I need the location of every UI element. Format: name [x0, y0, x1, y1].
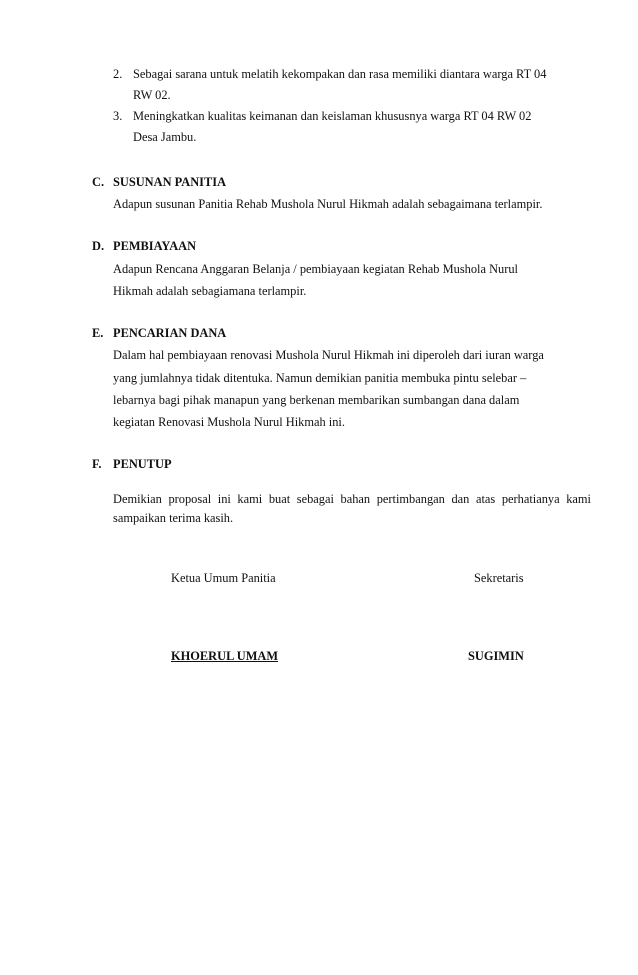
section-body-line: yang jumlahnya tidak ditentuka. Namun demikian panitia membuka pintu selebar – — [113, 371, 527, 385]
section-body-line: sampaikan terima kasih. — [113, 511, 234, 525]
section-letter: D. — [92, 239, 105, 253]
section-title: SUSUNAN PANITIA — [113, 175, 227, 189]
section-body-line: Hikmah adalah sebagiamana terlampir. — [113, 284, 307, 298]
objective-number: 2. — [113, 67, 123, 81]
section-body-line: Adapun Rencana Anggaran Belanja / pembiayaan kegiatan Rehab Mushola Nurul — [113, 262, 518, 276]
objective-line: Sebagai sarana untuk melatih kekompakan dan rasa memiliki diantara warga RT 04 — [133, 67, 547, 81]
signature-name-right: SUGIMIN — [468, 649, 524, 663]
objective-line: RW 02. — [133, 88, 171, 102]
section-title: PENUTUP — [113, 457, 172, 471]
section-body-line: lebarnya bagi pihak manapun yang berkenan membarikan sumbangan dana dalam — [113, 393, 520, 407]
section-letter: F. — [92, 457, 102, 471]
objective-line: Desa Jambu. — [133, 130, 197, 144]
section-body-line: Dalam hal pembiayaan renovasi Mushola Nurul Hikmah ini diperoleh dari iuran warga — [113, 348, 544, 362]
objective-number: 3. — [113, 109, 123, 123]
section-letter: C. — [92, 175, 105, 189]
section-body-line: Demikian proposal ini kami buat sebagai bahan pertimbangan dan atas perhatianya kami — [113, 492, 591, 506]
section-letter: E. — [92, 326, 104, 340]
section-title: PENCARIAN DANA — [113, 326, 227, 340]
signature-name-left: KHOERUL UMAM — [171, 649, 279, 663]
section-body-line: kegiatan Renovasi Mushola Nurul Hikmah ini. — [113, 415, 345, 429]
signature-role-left: Ketua Umum Panitia — [171, 571, 276, 585]
objective-line: Meningkatkan kualitas keimanan dan keislaman khususnya warga RT 04 RW 02 — [133, 109, 532, 123]
signature-role-right: Sekretaris — [474, 571, 524, 585]
section-title: PEMBIAYAAN — [113, 239, 197, 253]
section-body-line: Adapun susunan Panitia Rehab Mushola Nurul Hikmah adalah sebagaimana terlampir. — [113, 197, 543, 211]
